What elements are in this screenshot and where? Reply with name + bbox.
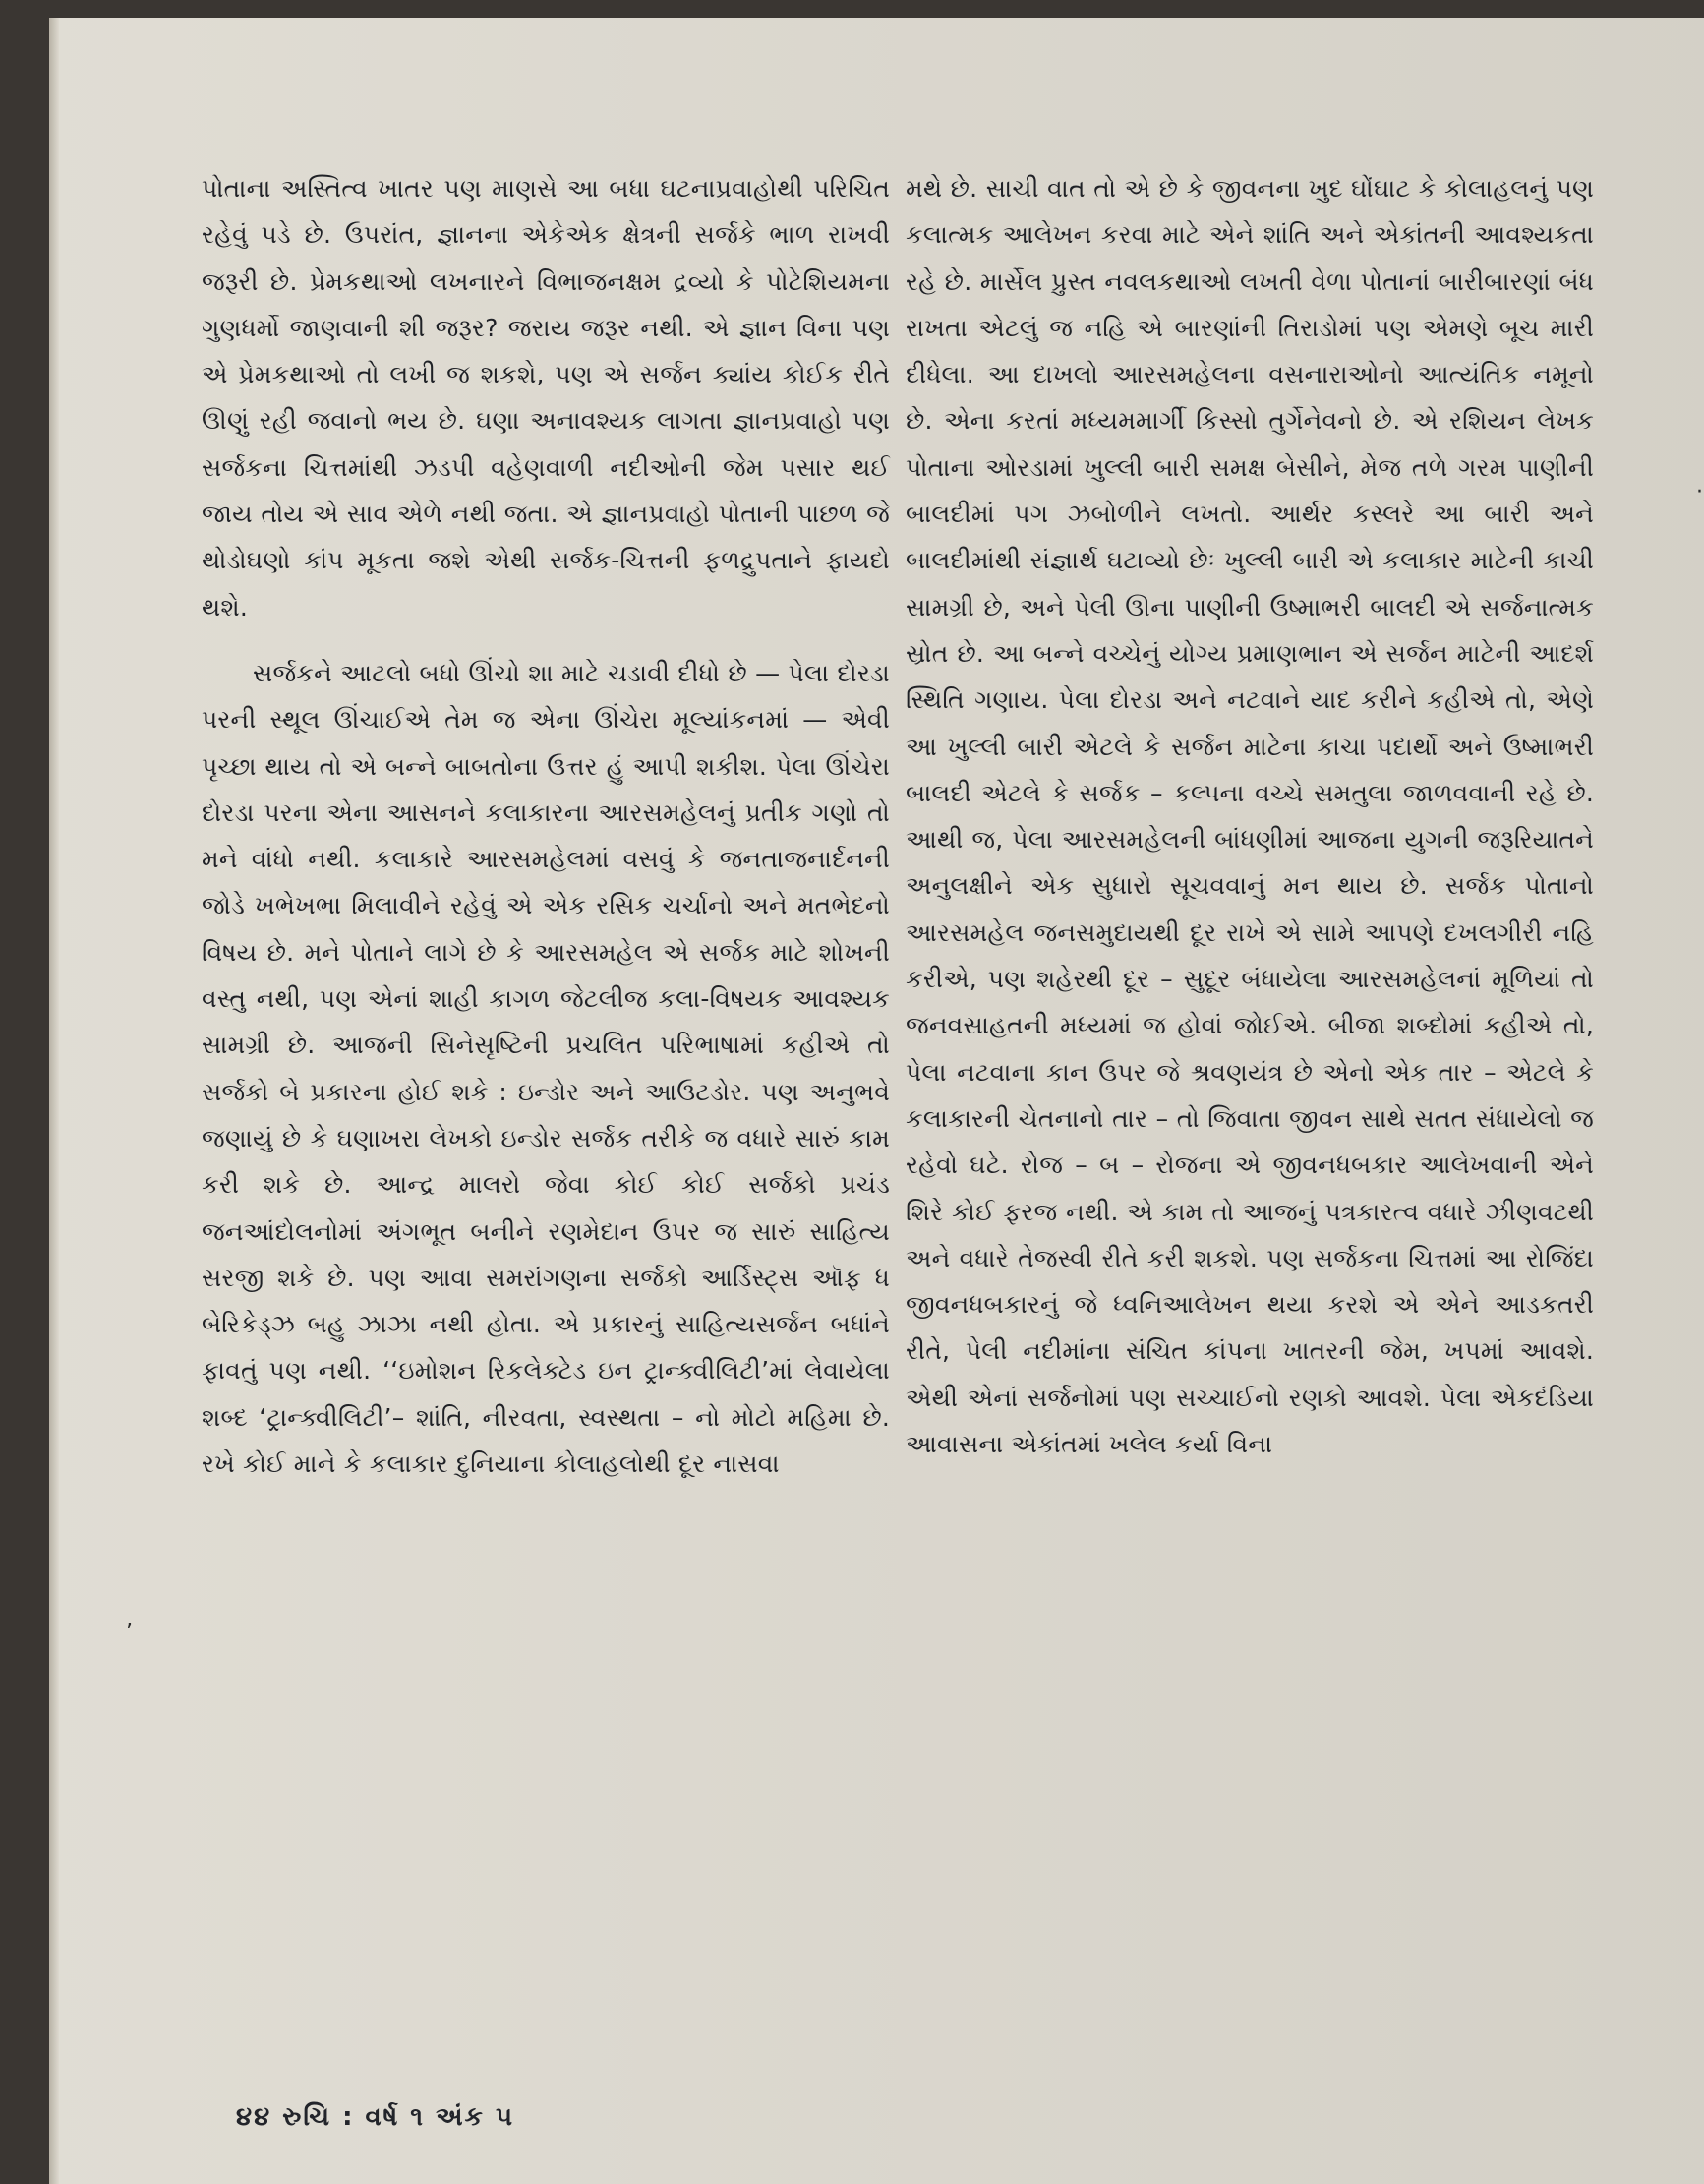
- margin-mark: ʼ: [126, 1621, 133, 1645]
- magazine-page: [49, 18, 1704, 2184]
- left-column: [202, 165, 890, 1487]
- left-paragraph-2: સર્જકને આટલો બધો ઊંચો શા માટે ચડાવી દીધો છે — પેલા દોરડા પરની સ્થૂલ ઊંચાઈએ તેમ જ એના ઊંચેરા મૂલ્યાંકનમાં — એવી પૃચ્છા થાય તો એ બન્ને બાબતોના ઉત્તર હું આપી શકીશ. પેલા ઊંચેરા દોરડા પરના એના આસનને કલાકારના આરસમહેલનું પ્રતીક ગણો તો મને વાંધો નથી. કલાકારે આરસમહેલમાં વસવું કે જનતાજનાર્દનની જોડે ખભેખભા મિલાવીને રહેવું એ એક રસિક ચર્ચાનો અને મતભેદનો વિષય છે. મને પોતાને લાગે છે કે આરસમહેલ એ સર્જક માટે શોખની વસ્તુ નથી, પણ એનાં શાહી કાગળ જેટલીજ કલા-વિષયક આવશ્યક સામગ્રી છે. આજની સિનેસૃષ્ટિની પ્રચલિત પરિભાષામાં કહીએ તો સર્જકો બે પ્રકારના હોઈ શકે : ઇન્ડોર અને આઉટડોર. પણ અનુભવે જણાયું છે કે ઘણાખરા લેખકો ઇન્ડોર સર્જક તરીકે જ વધારે સારું કામ કરી શકે છે. આન્દ્ર માલરો જેવા કોઈ કોઈ સર્જકો પ્રચંડ જનઆંદોલનોમાં અંગભૂત બનીને રણમેદાન ઉપર જ સારું સાહિત્ય સરજી શકે છે. પણ આવા સમરાંગણના સર્જકો આર્ડિસ્ટ્સ ઑફ ધ બેરિકેડ્ઝ બહુ ઝાઝા નથી હોતા. એ પ્રકારનું સાહિત્યસર્જન બધાંને ફાવતું પણ નથી. ‘‘ઇમોશન રિકલેક્ટેડ ઇન ટ્રાન્ક્વીલિટી’માં લેવાયેલા શબ્દ ‘ટ્રાન્ક્વીલિટી’– શાંતિ, નીરવતા, સ્વસ્થતા – નો મોટો મહિમા છે. રખે કોઈ માને કે કલાકાર દુનિયાના કોલાહલોથી દૂર નાસવા: [202, 658, 890, 1479]
- left-paragraph-1: પોતાના અસ્તિત્વ ખાતર પણ માણસે આ બધા ઘટનાપ્રવાહોથી પરિચિત રહેવું પડે છે. ઉપરાંત, જ્ઞાનના એકેએક ક્ષેત્રની સર્જકે ભાળ રાખવી જરૂરી છે. પ્રેમકથાઓ લખનારને વિભાજનક્ષમ દ્રવ્યો કે પોટેશિયમના ગુણધર્મો જાણવાની શી જરૂર? જરાય જરૂર નથી. એ જ્ઞાન વિના પણ એ પ્રેમકથાઓ તો લખી જ શકશે, પણ એ સર્જન ક્યાંય કોઈક રીતે ઊણું રહી જવાનો ભય છે. ઘણા અનાવશ્યક લાગતા જ્ઞાનપ્રવાહો પણ સર્જકના ચિત્તમાંથી ઝડપી વહેણવાળી નદીઓની જેમ પસાર થઈ જાય તોય એ સાવ એળે નથી જતા. એ જ્ઞાનપ્રવાહો પોતાની પાછળ જે થોડોઘણો કાંપ મૂકતા જશે એથી સર્જક-ચિત્તની ફળદ્રુપતાને ફાયદો થશે.: [202, 174, 890, 621]
- right-column: [906, 165, 1594, 1467]
- page-footer: ૪૪ રુચિ : વર્ષ ૧ અંક ૫: [236, 2102, 515, 2132]
- margin-mark: ·: [1696, 480, 1703, 504]
- right-paragraph-1: મથે છે. સાચી વાત તો એ છે કે જીવનના ખુદ ઘોંઘાટ કે કોલાહલનું પણ કલાત્મક આલેખન કરવા માટે એને શાંતિ અને એકાંતની આવશ્યકતા રહે છે. માર્સેલ પ્રુસ્ત નવલકથાઓ લખતી વેળા પોતાનાં બારીબારણાં બંધ રાખતા એટલું જ નહિ એ બારણાંની તિરાડોમાં પણ એમણે બૂચ મારી દીધેલા. આ દાખલો આરસમહેલના વસનારાઓનો આત્યંતિક નમૂનો છે. એના કરતાં મધ્યમમાર્ગી કિસ્સો તુર્ગેનેવનો છે. એ રશિયન લેખક પોતાના ઓરડામાં ખુલ્લી બારી સમક્ષ બેસીને, મેજ તળે ગરમ પાણીની બાલદીમાં પગ ઝબોળીને લખતો. આર્થર કસ્લરે આ બારી અને બાલદીમાંથી સંજ્ઞાર્થ ઘટાવ્યો છેઃ ખુલ્લી બારી એ કલાકાર માટેની કાચી સામગ્રી છે, અને પેલી ઊના પાણીની ઉષ્માભરી બાલદી એ સર્જનાત્મક સ્રોત છે. આ બન્ને વચ્ચેનું યોગ્ય પ્રમાણભાન એ સર્જન માટેની આદર્શ સ્થિતિ ગણાય. પેલા દોરડા અને નટવાને યાદ કરીને કહીએ તો, એણે આ ખુલ્લી બારી એટલે કે સર્જન માટેના કાચા પદાર્થો અને ઉષ્માભરી બાલદી એટલે કે સર્જક – કલ્પના વચ્ચે સમતુલા જાળવવાની રહે છે. આથી જ, પેલા આરસમહેલની બાંધણીમાં આજના યુગની જરૂરિયાતને અનુલક્ષીને એક સુધારો સૂચવવાનું મન થાય છે. સર્જક પોતાનો આરસમહેલ જનસમુદાયથી દૂર રાખે એ સામે આપણે દખલગીરી નહિ કરીએ, પણ શહેરથી દૂર – સુદૂર બંધાયેલા આરસમહેલનાં મૂળિયાં તો જનવસાહતની મધ્યમાં જ હોવાં જોઈએ. બીજા શબ્દોમાં કહીએ તો, પેલા નટવાના કાન ઉપર જે શ્રવણયંત્ર છે એનો એક તાર – એટલે કે કલાકારની ચેતનાનો તાર – તો જિવાતા જીવન સાથે સતત સંધાયેલો જ રહેવો ઘટે. રોજ – બ – રોજના એ જીવનધબકાર આલેખવાની એને શિરે કોઈ ફરજ નથી. એ કામ તો આજનું પત્રકારત્વ વધારે ઝીણવટથી અને વધારે તેજસ્વી રીતે કરી શકશે. પણ સર્જકના ચિત્તમાં આ રોજિંદા જીવનધબકારનું જે ધ્વનિઆલેખન થયા કરશે એ એને આડકતરી રીતે, પેલી નદીમાંના સંચિત કાંપના ખાતરની જેમ, ખપમાં આવશે. એથી એનાં સર્જનોમાં પણ સચ્ચાઈનો રણકો આવશે. પેલા એકદંડિયા આવાસના એકાંતમાં ખલેલ કર્યા વિના: [906, 174, 1594, 1459]
- page-binding-edge: [49, 18, 59, 2184]
